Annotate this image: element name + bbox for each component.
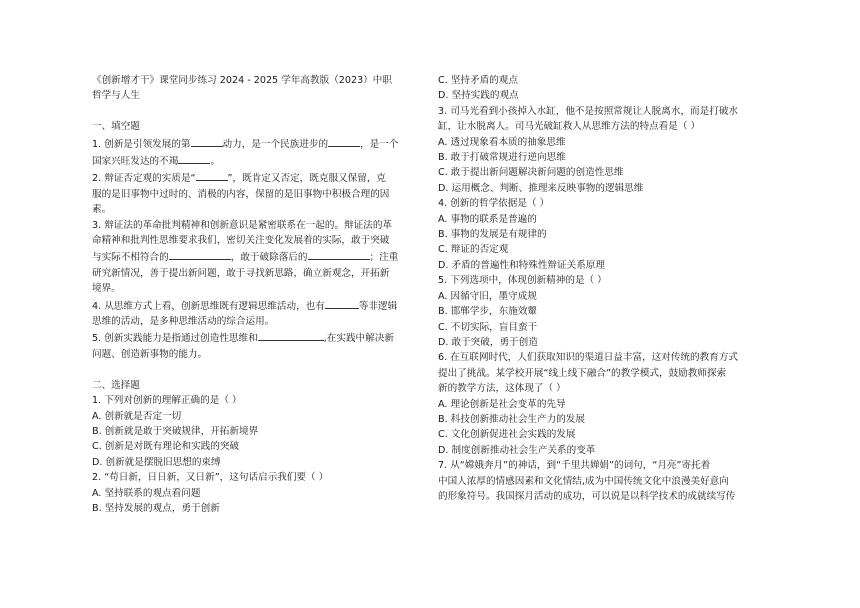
option-a: A. 创新就是否定一切 (92, 410, 182, 422)
option-b: B. 事物的发展是有规律的 (438, 229, 547, 241)
option-b: B. 坚持发展的观点，勇于创新 (92, 502, 220, 514)
option-c: C. 创新是对既有理论和实践的突破 (92, 441, 240, 453)
option-c: C. 敢于提出新问题解决新问题的创造性思维 (438, 167, 624, 179)
option-a: A. 透过现象看本质的抽象思维 (438, 136, 566, 148)
option-a: A. 理论创新是社会变革的先导 (438, 398, 566, 410)
answer-blank (328, 135, 360, 147)
option-d: D. 敢于突破，勇于创造 (438, 336, 538, 348)
option-d: D. 运用概念、判断、推理来反映事物的逻辑思维 (438, 182, 644, 194)
option-d: D. 矛盾的普遍性和特殊性辩证关系原理 (438, 259, 605, 271)
option-d: D. 创新就是摆脱旧思想的束缚 (92, 456, 221, 468)
option-b: B. 邯郸学步，东施效颦 (438, 306, 538, 318)
fill-question-3: 3. 辩证法的革命批判精神和创新意识是紧密联系在一起的。辩证法的革 命精神和批判性思维要求我们，密切关注变化发展着的实际，敢于突破 与实际不相符合的 ，敢于破除落后的 ；注重 研究新情况，善于提出新问题，敢于寻找新思路，确立新观念，开拓新 境界。 (92, 219, 399, 295)
choice-question-5: 5. 下列选项中，体现创新精神的是（ ） A. 因循守旧，墨守成规 B. 邯郸学步，东施效颦 C. 不切实际，盲目蛮干 D. 敢于突破，勇于创造 (438, 273, 778, 350)
answer-blank (178, 152, 210, 164)
section-choice-title: 二、选择题 (92, 379, 140, 391)
option-d: D. 制度创新推动社会生产关系的变革 (438, 444, 596, 456)
choice-question-1: 1. 下列对创新的理解正确的是（ ） A. 创新就是否定一切 B. 创新就是敢于突破规律，开拓新境界 C. 创新是对既有理论和实践的突破 D. 创新就是摆脱旧思想的束缚 (92, 393, 427, 470)
choice-question-4: 4. 创新的哲学依据是（ ） A. 事物的联系是普遍的 B. 事物的发展是有规律的 C. 辩证的否定观 D. 矛盾的普遍性和特殊性辩证关系原理 (438, 196, 778, 273)
section-fill-blank-title: 一、填空题 (92, 121, 140, 133)
option-c: C. 不切实际，盲目蛮干 (438, 321, 538, 333)
option-d: D. 坚持实践的观点 (438, 90, 519, 102)
option-b: B. 科技创新推动社会生产力的发展 (438, 413, 585, 425)
answer-blank (169, 248, 231, 260)
option-c: C. 坚持矛盾的观点 (438, 75, 518, 86)
option-a: A. 坚持联系的观点看问题 (92, 487, 201, 499)
answer-blank (325, 297, 359, 309)
choice-question-6: 6. 在互联网时代，人们获取知识的渠道日益丰富，这对传统的教育方式 提出了挑战。某学校开展“线上线下融合”的教学模式，鼓励教师探索 新的教学方法，这体现了（ ） A. 理论创新是社会变革的先导 B. 科技创新推动社会生产力的发展 C. 文化创新促进社会实践的发展 D. 制度创新推动社会生产关系的变革 (438, 350, 778, 458)
option-a: A. 事物的联系是普遍的 (438, 213, 537, 225)
option-b: B. 敢于打破常规进行逆向思维 (438, 152, 566, 164)
choice-question-2-continued (438, 73, 778, 104)
choice-question-3: 3. 司马光看到小孩掉入水缸，他不是按照常规让人脱离水，而是打破水 缸，让水脱离人。司马光破缸救人从思维方法的特点看是（ ） A. 透过现象看本质的抽象思维 B. 敢于打破常规进行逆向思维 C. 敢于提出新问题解决新问题的创造性思维 D. 运用概念、判断、推理来反映事物的逻辑思维 (438, 104, 778, 196)
fill-question-1: 1. 创新是引领发展的第 动力，是一个民族进步的 ，是一个 国家兴旺发达的不竭 。 (92, 135, 427, 170)
answer-blank (196, 169, 228, 181)
fill-question-2: 2. 辩证否定观的实质是“ ”，既肯定又否定，既克服又保留，克 服的是旧事物中过时的、消极的内容，保留的是旧事物中积极合理的因 素。 (92, 169, 427, 217)
option-a: A. 因循守旧，墨守成规 (438, 290, 537, 302)
option-c: C. 辩证的否定观 (438, 244, 509, 256)
answer-blank (308, 248, 370, 260)
option-c: C. 文化创新促进社会实践的发展 (438, 429, 576, 441)
choice-question-7: 7. 从“嫦娥奔月”的神话，到“千里共婵娟”的词句，“月亮”寄托着 中国人浓厚的情感因素和文化情结,成为中国传统文化中浪漫美好意向 的形象符号。我国探月活动的成功，可以说是以科学技术的成就续写传 (438, 460, 736, 502)
choice-question-2: 2. “苟日新，日日新，又日新”，这句话启示我们要（ ） A. 坚持联系的观点看问题 B. 坚持发展的观点，勇于创新 (92, 470, 427, 516)
fill-question-5: 5. 创新实践能力是指通过创造性思维和 ,在实践中解决新 问题、创造新事物的能力。 (92, 329, 427, 362)
fill-question-4: 4. 从思维方式上看，创新思维既有逻辑思维活动，也有 等非逻辑 思维的活动，是多种思维活动的综合运用。 (92, 297, 427, 330)
answer-blank (191, 135, 223, 147)
left-column (92, 73, 427, 516)
option-b: B. 创新就是敢于突破规律，开拓新境界 (92, 425, 259, 437)
right-column (438, 73, 778, 504)
answer-blank (258, 329, 324, 341)
document-title-line1: 《创新增才干》课堂同步练习 2024 - 2025 学年高教版（2023）中职 (92, 75, 392, 86)
document-title-line2: 哲学与人生 (92, 90, 140, 102)
